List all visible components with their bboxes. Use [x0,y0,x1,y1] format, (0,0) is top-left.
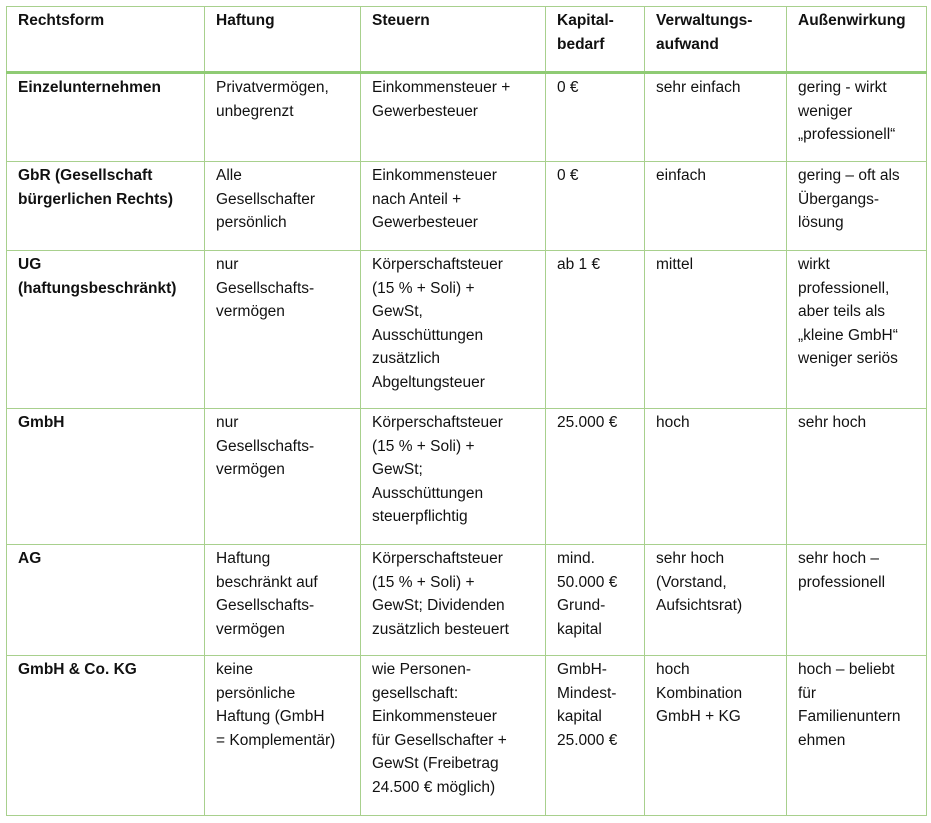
cell-aussenwirkung: wirkt professionell, aber teils als „kleine GmbH“ weniger seriös [787,251,927,409]
cell-verwaltungsaufwand: sehr einfach [645,73,787,162]
header-rechtsform: Rechtsform [7,7,205,73]
cell-haftung: keine persönliche Haftung (GmbH = Komplementär) [205,656,361,816]
cell-kapitalbedarf: 0 € [546,162,645,251]
cell-haftung: Alle Gesellschafter persönlich [205,162,361,251]
cell-steuern: Einkommensteuer nach Anteil + Gewerbesteuer [361,162,546,251]
cell-aussenwirkung: sehr hoch – professionell [787,545,927,656]
cell-aussenwirkung: sehr hoch [787,409,927,545]
header-haftung: Haftung [205,7,361,73]
cell-kapitalbedarf: 25.000 € [546,409,645,545]
cell-aussenwirkung: gering – oft als Übergangs- lösung [787,162,927,251]
header-verwaltungsaufwand: Verwaltungs- aufwand [645,7,787,73]
cell-rechtsform: GmbH & Co. KG [7,656,205,816]
cell-aussenwirkung: hoch – beliebt für Familienuntern ehmen [787,656,927,816]
table-row [7,545,927,656]
cell-kapitalbedarf: 0 € [546,73,645,162]
table-row [7,656,927,816]
cell-kapitalbedarf: mind. 50.000 € Grund- kapital [546,545,645,656]
cell-steuern: Körperschaftsteuer (15 % + Soli) + GewSt, Ausschüttungen zusätzlich Abgeltungsteuer [361,251,546,409]
table-row [7,73,927,162]
cell-verwaltungsaufwand: mittel [645,251,787,409]
table-row [7,409,927,545]
cell-kapitalbedarf: ab 1 € [546,251,645,409]
cell-steuern: Körperschaftsteuer (15 % + Soli) + GewSt; Ausschüttungen steuerpflichtig [361,409,546,545]
header-steuern: Steuern [361,7,546,73]
cell-rechtsform: Einzelunternehmen [7,73,205,162]
cell-steuern: wie Personen- gesellschaft: Einkommensteuer für Gesellschafter + GewSt (Freibetrag 24.500 € möglich) [361,656,546,816]
cell-verwaltungsaufwand: einfach [645,162,787,251]
cell-rechtsform: UG (haftungsbeschränkt) [7,251,205,409]
cell-haftung: nur Gesellschafts- vermögen [205,251,361,409]
rechtsform-comparison-table [6,6,927,816]
cell-rechtsform: AG [7,545,205,656]
table-row [7,251,927,409]
cell-rechtsform: GbR (Gesellschaft bürgerlichen Rechts) [7,162,205,251]
header-row [7,7,927,73]
cell-haftung: nur Gesellschafts- vermögen [205,409,361,545]
header-kapitalbedarf: Kapital- bedarf [546,7,645,73]
header-aussenwirkung: Außenwirkung [787,7,927,73]
cell-steuern: Körperschaftsteuer (15 % + Soli) + GewSt; Dividenden zusätzlich besteuert [361,545,546,656]
cell-haftung: Privatvermögen, unbegrenzt [205,73,361,162]
cell-haftung: Haftung beschränkt auf Gesellschafts- vermögen [205,545,361,656]
table-row [7,162,927,251]
cell-kapitalbedarf: GmbH- Mindest- kapital 25.000 € [546,656,645,816]
cell-rechtsform: GmbH [7,409,205,545]
cell-steuern: Einkommensteuer + Gewerbesteuer [361,73,546,162]
cell-aussenwirkung: gering - wirkt weniger „professionell“ [787,73,927,162]
cell-verwaltungsaufwand: hoch Kombination GmbH + KG [645,656,787,816]
cell-verwaltungsaufwand: hoch [645,409,787,545]
cell-verwaltungsaufwand: sehr hoch (Vorstand, Aufsichtsrat) [645,545,787,656]
